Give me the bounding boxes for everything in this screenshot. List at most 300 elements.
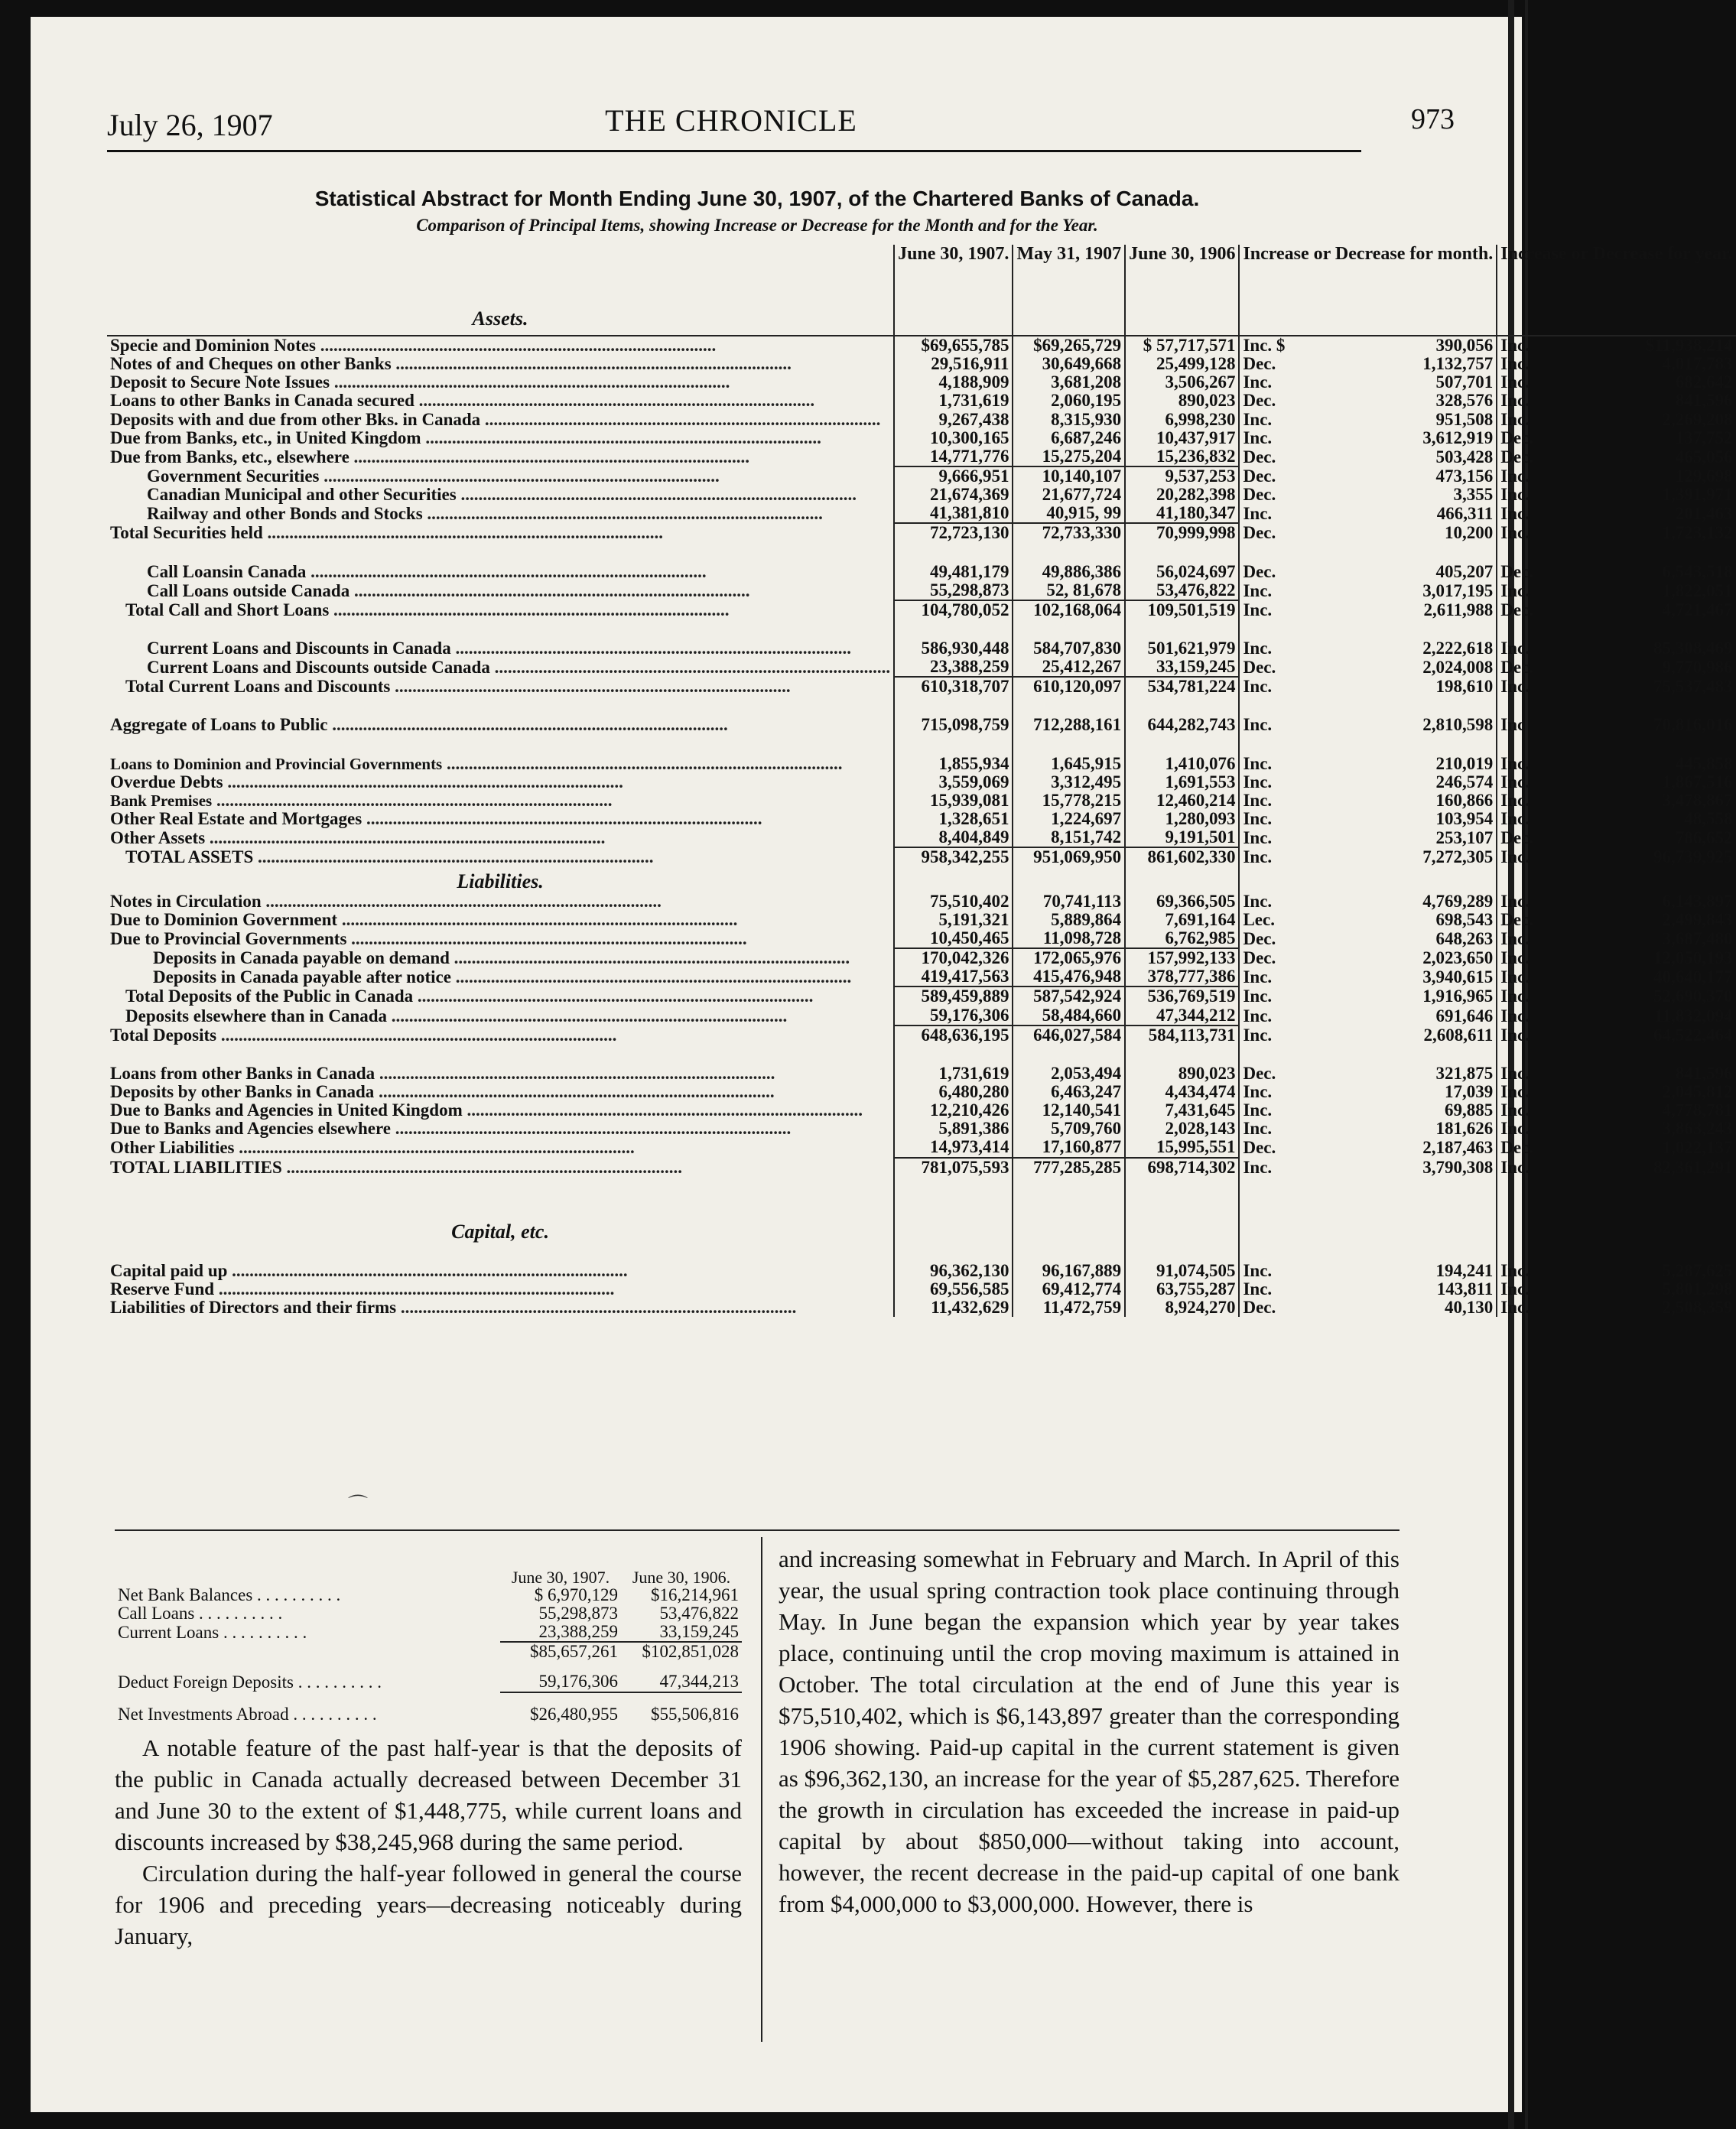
value-c1: 9,666,951 (894, 466, 1013, 486)
year-change-amount: 6,143,897 (1662, 891, 1733, 911)
leader-dots: .......................................................................................... (413, 986, 814, 1006)
month-change (1239, 1101, 1497, 1120)
table-row (107, 967, 1736, 986)
year-change-direction: Inc. (1500, 354, 1530, 374)
month-change-direction: Inc. (1243, 1279, 1273, 1299)
row-label (107, 1120, 894, 1138)
year-change-direction: Inc. (1500, 1279, 1530, 1299)
row-label-text: Due from Banks, etc., in United Kingdom (110, 427, 421, 447)
value-c1: 23,388,259 (894, 658, 1013, 677)
row-label-text: Other Assets (110, 828, 206, 848)
month-change-direction: Dec. (1243, 948, 1276, 968)
month-change (1239, 911, 1497, 929)
month-change (1239, 486, 1497, 504)
month-change (1239, 600, 1497, 619)
year-change-direction: Dec. (1500, 658, 1534, 678)
year-change-amount: 52,690,370 (1653, 986, 1733, 1006)
value-c1: 12,210,426 (894, 1101, 1013, 1120)
value-c2: 40,915, 99 (1013, 504, 1125, 523)
leader-dots: .......................................................................................... (462, 1100, 863, 1120)
row-label-text: Overdue Debts (110, 772, 223, 791)
value-c2: 8,315,930 (1013, 411, 1125, 429)
table-row (107, 639, 1736, 658)
value-c1: 1,855,934 (894, 755, 1013, 773)
value-c2: 15,275,204 (1013, 447, 1125, 466)
leader-dots: .......................................................................................... (329, 600, 730, 619)
month-change-direction: Dec. (1243, 1063, 1276, 1083)
row-label-text: Canadian Municipal and other Securities (147, 485, 457, 505)
value-c2: 712,288,161 (1013, 716, 1125, 734)
year-change (1497, 755, 1735, 773)
table-row (107, 948, 1736, 967)
year-change-amount: 48,558 (1684, 808, 1733, 828)
value-c1: 104,780,052 (894, 600, 1013, 619)
net-row-label (115, 1642, 500, 1661)
row-label-text: Notes in Circulation (110, 891, 262, 911)
value-c1: 781,075,593 (894, 1158, 1013, 1177)
value-c1: 8,404,849 (894, 828, 1013, 847)
value-c2: 1,645,915 (1013, 755, 1125, 773)
row-label (107, 1083, 894, 1101)
row-label (107, 1064, 894, 1083)
value-c2: 587,542,924 (1013, 986, 1125, 1006)
net-row-label (115, 1692, 500, 1724)
value-c3: 584,113,731 (1125, 1025, 1239, 1045)
month-change (1239, 1006, 1497, 1025)
row-label-text: Due to Dominion Government (110, 909, 338, 929)
year-change-direction: Inc. (1500, 986, 1530, 1006)
month-change (1239, 1120, 1497, 1138)
row-label-text: Other Liabilities (110, 1138, 235, 1158)
value-c1: 14,973,414 (894, 1138, 1013, 1157)
table-row (107, 1101, 1736, 1120)
net-row-label (115, 1604, 500, 1623)
year-change (1497, 1158, 1735, 1177)
value-c2: 49,886,386 (1013, 563, 1125, 581)
net-row (115, 1586, 742, 1604)
value-c3: 6,998,230 (1125, 411, 1239, 429)
col-may-1907: May 31, 1907 (1013, 245, 1125, 336)
value-c3: $ 57,717,571 (1125, 336, 1239, 355)
leader-dots: .......................................................................................... (349, 447, 750, 466)
month-change-amount: 2,024,008 (1422, 658, 1494, 678)
value-c1: 15,939,081 (894, 791, 1013, 810)
month-change (1239, 1158, 1497, 1177)
row-label (107, 847, 894, 866)
month-change-amount: 507,701 (1435, 372, 1494, 392)
spacer-row (107, 735, 1736, 755)
value-c1: 958,342,255 (894, 847, 1013, 866)
month-change-direction: Dec. (1243, 1138, 1276, 1158)
leader-dots: .......................................................................................... (253, 847, 654, 867)
net-investments-table (115, 1537, 742, 1724)
value-c1: 41,381,810 (894, 504, 1013, 523)
row-label (107, 658, 894, 677)
month-change (1239, 392, 1497, 410)
value-c3: 8,924,270 (1125, 1299, 1239, 1317)
leader-dots: .......................................................................................... (450, 638, 851, 658)
value-c3: 12,460,214 (1125, 791, 1239, 810)
row-label (107, 447, 894, 466)
year-change-amount: 3,687,480 (1662, 928, 1733, 948)
value-c3: 698,714,302 (1125, 1158, 1239, 1177)
year-change-direction: Inc. (1500, 1119, 1530, 1139)
year-change (1497, 429, 1735, 447)
year-change (1497, 986, 1735, 1006)
value-c2: 12,140,541 (1013, 1101, 1125, 1120)
month-change-amount: 69,885 (1445, 1100, 1494, 1120)
year-change-direction: Dec. (1500, 909, 1534, 929)
year-change-direction: Inc. (1500, 1157, 1530, 1177)
row-label (107, 1138, 894, 1157)
row-label (107, 1025, 894, 1045)
table-row (107, 911, 1736, 929)
row-label-text: Capital paid up (110, 1260, 228, 1280)
value-c1: 10,300,165 (894, 429, 1013, 447)
month-change (1239, 847, 1497, 866)
row-label-text: TOTAL LIABILITIES (110, 1157, 282, 1177)
table-row (107, 677, 1736, 696)
month-change-amount: 143,811 (1436, 1279, 1494, 1299)
row-label (107, 1006, 894, 1025)
year-change-amount: 786,652 (1675, 828, 1733, 848)
month-change (1239, 336, 1497, 355)
year-change-direction: Inc. (1500, 790, 1530, 810)
row-label (107, 791, 894, 810)
month-change-amount: 3,612,919 (1422, 427, 1494, 447)
value-c2: 70,741,113 (1013, 892, 1125, 911)
value-c3: 15,236,832 (1125, 447, 1239, 466)
month-change-direction: Inc. (1243, 600, 1273, 619)
value-c3: 4,434,474 (1125, 1083, 1239, 1101)
value-c3: 70,999,998 (1125, 523, 1239, 542)
row-label (107, 716, 894, 734)
leader-dots: .......................................................................................... (349, 580, 750, 600)
month-change-direction: Dec. (1243, 354, 1276, 374)
table-row (107, 847, 1736, 866)
year-change-amount: 64,522,464 (1653, 1025, 1733, 1045)
row-label-text: Deposits in Canada payable on demand (153, 948, 450, 968)
year-change-direction: Inc. (1500, 504, 1530, 524)
row-label-text: Loans to Dominion and Provincial Governments (110, 754, 443, 773)
month-change-direction: Inc. (1243, 808, 1273, 828)
net-value-a: 23,388,259 (538, 1622, 618, 1642)
net-row-label-text: Call Loans (118, 1604, 195, 1624)
value-c3: 6,762,985 (1125, 929, 1239, 948)
row-label (107, 911, 894, 929)
row-label (107, 429, 894, 447)
month-change-amount: 40,130 (1445, 1298, 1494, 1318)
month-change (1239, 1262, 1497, 1280)
col-month-change: Increase or Decrease for month. (1239, 245, 1497, 336)
month-change-direction: Dec. (1243, 523, 1276, 543)
year-change-amount: 4,778,781 (1662, 1100, 1733, 1120)
leader-dots: .......................................................................................... (223, 772, 623, 791)
row-label (107, 967, 894, 986)
value-c1: 648,636,195 (894, 1025, 1013, 1045)
row-label (107, 563, 894, 581)
net-row (115, 1642, 742, 1661)
leader-dots: .......................................................................................... (337, 909, 738, 929)
month-change-amount: 473,156 (1435, 466, 1494, 486)
net-value-b: $16,214,961 (651, 1585, 739, 1604)
value-c2: 5,709,760 (1013, 1120, 1125, 1138)
row-label-text: Total Deposits (110, 1025, 217, 1045)
value-c1: 72,723,130 (894, 523, 1013, 542)
year-change (1497, 911, 1735, 929)
year-change (1497, 892, 1735, 911)
value-c3: 1,280,093 (1125, 810, 1239, 828)
year-change-direction: Inc. (1500, 523, 1530, 543)
year-change-direction: Inc. (1500, 409, 1530, 429)
month-change-direction: Inc. (1243, 1100, 1273, 1120)
year-change (1497, 411, 1735, 429)
value-c3: 25,499,128 (1125, 355, 1239, 373)
year-change-direction: Inc. (1500, 772, 1530, 791)
year-change (1497, 392, 1735, 410)
month-change (1239, 373, 1497, 392)
value-c2: 777,285,285 (1013, 1158, 1125, 1177)
paragraph-2: Circulation during the half-year followed in general the course for 1906 and preceding years—decreasing noticeably during January, (115, 1859, 742, 1949)
value-c3: 536,769,519 (1125, 986, 1239, 1006)
value-c3: 890,023 (1125, 1064, 1239, 1083)
value-c2: 6,687,246 (1013, 429, 1125, 447)
row-label (107, 523, 894, 542)
month-change-direction: Inc. (1243, 753, 1273, 773)
month-change (1239, 929, 1497, 948)
month-change (1239, 523, 1497, 542)
table-header-row (107, 245, 1736, 336)
net-value-b: 53,476,822 (659, 1604, 739, 1624)
value-c1: 14,771,776 (894, 447, 1013, 466)
row-label (107, 929, 894, 948)
row-label-text: Total Deposits of the Public in Canada (125, 986, 414, 1006)
year-change-direction: Inc. (1500, 808, 1530, 828)
value-c2: 2,060,195 (1013, 392, 1125, 410)
year-change-amount: 137,752 (1675, 427, 1733, 447)
month-change (1239, 986, 1497, 1006)
row-label-text: Call Loansin Canada (147, 561, 307, 581)
month-change-amount: 503,428 (1435, 447, 1494, 466)
year-change-amount: 2,045,812 (1662, 1081, 1733, 1101)
leader-dots: . . . . . . . . . . (288, 1705, 377, 1724)
month-change-amount: 3,355 (1453, 485, 1494, 505)
leader-dots: .......................................................................................... (362, 808, 762, 828)
value-c1: $69,655,785 (894, 336, 1013, 355)
month-change (1239, 658, 1497, 677)
month-change (1239, 810, 1497, 828)
year-change-direction: Inc. (1500, 891, 1530, 911)
month-change-amount: 10,200 (1445, 523, 1494, 543)
value-c3: 10,437,917 (1125, 429, 1239, 447)
value-c3: 20,282,398 (1125, 486, 1239, 504)
row-label-text: Total Current Loans and Discounts (125, 677, 391, 697)
leader-dots: .......................................................................................... (374, 1081, 775, 1101)
year-change-amount: $11,938,214 (1645, 336, 1733, 355)
value-c3: 53,476,822 (1125, 581, 1239, 600)
net-row-label-text: Net Investments Abroad (118, 1705, 289, 1724)
year-change-direction: Dec. (1500, 600, 1534, 619)
statistical-abstract-table (107, 245, 1736, 1317)
year-change-direction: Inc. (1500, 967, 1530, 987)
value-c1: 10,450,465 (894, 929, 1013, 948)
row-label (107, 392, 894, 410)
value-c1: 589,459,889 (894, 986, 1013, 1006)
month-change-direction: Dec. (1243, 391, 1276, 411)
month-change-amount: 698,543 (1435, 909, 1494, 929)
month-change (1239, 1064, 1497, 1083)
year-change (1497, 1083, 1735, 1101)
month-change-amount: 390,056 (1435, 336, 1494, 355)
table-row (107, 523, 1736, 542)
row-label-text: Due to Banks and Agencies elsewhere (110, 1119, 391, 1139)
table-row (107, 581, 1736, 600)
row-label (107, 892, 894, 911)
year-change-amount: 841,596 (1675, 391, 1733, 411)
table-row (107, 600, 1736, 619)
value-c3: 15,995,551 (1125, 1138, 1239, 1157)
month-change (1239, 773, 1497, 791)
year-change-direction: Dec. (1500, 447, 1534, 466)
table-row (107, 1280, 1736, 1299)
net-row (115, 1604, 742, 1623)
month-change-amount: 2,023,650 (1422, 948, 1494, 968)
leader-dots: .......................................................................................... (421, 427, 821, 447)
value-c1: 6,480,280 (894, 1083, 1013, 1101)
table-row (107, 411, 1736, 429)
value-c2: 25,412,267 (1013, 658, 1125, 677)
value-c1: 715,098,759 (894, 716, 1013, 734)
value-c3: 534,781,224 (1125, 677, 1239, 696)
net-value-b: $102,851,028 (621, 1642, 742, 1661)
value-c1: 1,328,651 (894, 810, 1013, 828)
year-change (1497, 523, 1735, 542)
row-label (107, 600, 894, 619)
year-change-direction: Dec. (1500, 1138, 1534, 1158)
value-c1: 69,556,585 (894, 1280, 1013, 1299)
net-col-1906: June 30, 1906. (632, 1567, 731, 1587)
year-change (1497, 1138, 1735, 1157)
running-head (107, 92, 1455, 145)
table-row (107, 1138, 1736, 1157)
month-change (1239, 1280, 1497, 1299)
leader-dots: .......................................................................................... (216, 1025, 617, 1045)
year-change-direction: Inc. (1500, 753, 1530, 773)
net-header-row (115, 1537, 742, 1586)
net-value-a: $ 6,970,129 (534, 1585, 618, 1604)
row-label (107, 755, 894, 773)
year-change-direction: Dec. (1500, 561, 1534, 581)
year-change-amount: 3,478,867 (1662, 790, 1733, 810)
month-change-direction: Inc. (1243, 677, 1273, 697)
year-change-direction: Inc. (1500, 1006, 1530, 1025)
leader-dots: . . . . . . . . . . (252, 1585, 341, 1604)
value-c2: 172,065,976 (1013, 948, 1125, 967)
leader-dots: .......................................................................................... (214, 1279, 615, 1299)
value-c2: 6,463,247 (1013, 1083, 1125, 1101)
year-change (1497, 447, 1735, 466)
table-row (107, 466, 1736, 486)
year-change-direction: Inc. (1500, 391, 1530, 411)
year-change-direction: Inc. (1500, 580, 1530, 600)
net-row (115, 1692, 742, 1724)
row-label (107, 411, 894, 429)
row-label (107, 1299, 894, 1317)
table-row (107, 429, 1736, 447)
col-june-1906: June 30, 1906 (1125, 245, 1239, 336)
year-change (1497, 791, 1735, 810)
leader-dots: .......................................................................................... (346, 928, 747, 948)
year-change-amount: 201,463 (1675, 504, 1733, 524)
value-c3: 63,755,287 (1125, 1280, 1239, 1299)
value-c3: 890,023 (1125, 392, 1239, 410)
month-change-direction: Inc. (1243, 580, 1273, 600)
net-row (115, 1662, 742, 1692)
row-label-text: Total Securities held (110, 523, 263, 543)
month-change-amount: 2,608,611 (1423, 1025, 1494, 1045)
leader-dots: .......................................................................................... (227, 1260, 628, 1280)
paragraph-1: A notable feature of the past half-year is that the deposits of the public in Canada actually decreased between December 31 and June 30 to the extent of $1,448,775, while current loans and discounts increased by $38,245,968 during the same period. (115, 1734, 742, 1855)
value-c2: 15,778,215 (1013, 791, 1125, 810)
year-change-direction: Inc. (1500, 1025, 1530, 1045)
year-change-amount: 1,822,051 (1662, 580, 1733, 600)
value-c3: 33,159,245 (1125, 658, 1239, 677)
row-label-text: Liabilities of Directors and their firms (110, 1298, 397, 1318)
value-c2: 30,649,668 (1013, 355, 1125, 373)
year-change (1497, 828, 1735, 847)
table-row (107, 1064, 1736, 1083)
row-label-text: Deposits with and due from other Bks. in Canada (110, 409, 481, 429)
month-change-amount: 1,132,757 (1422, 354, 1494, 374)
row-label (107, 336, 894, 355)
month-change-direction: Dec. (1243, 447, 1276, 466)
year-change (1497, 1120, 1735, 1138)
month-change (1239, 1299, 1497, 1317)
net-value-a: 59,176,306 (538, 1672, 618, 1692)
value-c3: 109,501,519 (1125, 600, 1239, 619)
table-row (107, 716, 1736, 734)
row-label-text: TOTAL ASSETS (125, 847, 254, 867)
table-row (107, 755, 1736, 773)
year-change (1497, 847, 1735, 866)
year-change (1497, 1006, 1735, 1025)
table-row (107, 563, 1736, 581)
spacer-row (107, 543, 1736, 563)
leader-dots: .......................................................................................... (450, 967, 852, 987)
month-change-direction: Dec. (1243, 485, 1276, 505)
value-c1: 3,559,069 (894, 773, 1013, 791)
year-change (1497, 486, 1735, 504)
month-change (1239, 639, 1497, 658)
value-c2: 1,224,697 (1013, 810, 1125, 828)
year-change-amount: 1,723,132 (1662, 523, 1733, 543)
year-change-amount: 1,391,971 (1662, 485, 1733, 505)
value-c3: 378,777,386 (1125, 967, 1239, 986)
year-change-direction: Inc. (1500, 336, 1530, 355)
month-change-amount: 1,916,965 (1422, 986, 1494, 1006)
row-label-text: Call Loans outside Canada (147, 580, 350, 600)
month-change (1239, 466, 1497, 486)
row-label-text: Loans from other Banks in Canada (110, 1063, 375, 1083)
year-change (1497, 948, 1735, 967)
table-row (107, 1006, 1736, 1025)
value-c3: 3,506,267 (1125, 373, 1239, 392)
table-row (107, 773, 1736, 791)
year-change (1497, 658, 1735, 677)
year-change-direction: Inc. (1500, 928, 1530, 948)
value-c3: 41,180,347 (1125, 504, 1239, 523)
year-change-amount: 682,642 (1675, 372, 1733, 392)
